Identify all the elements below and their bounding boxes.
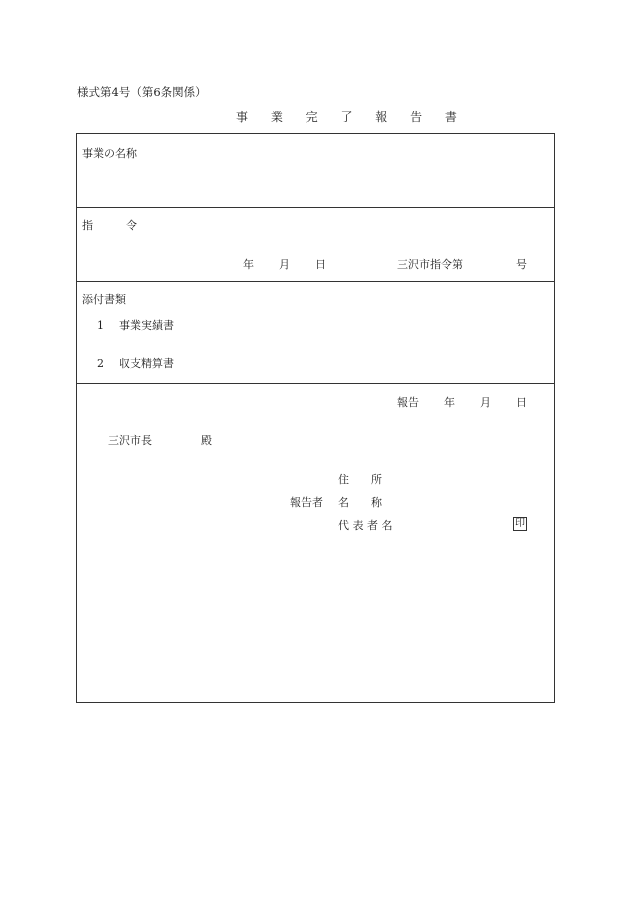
report-day-label: 日 xyxy=(516,396,527,409)
attachment-item-number: 2 xyxy=(97,357,104,370)
reporter-label: 報告者 xyxy=(290,496,323,509)
divider-project xyxy=(76,207,555,208)
report-label: 報告 xyxy=(397,396,419,409)
document-title: 事 業 完 了 報 告 書 xyxy=(236,110,467,124)
honorific: 殿 xyxy=(201,434,212,447)
divider-directive xyxy=(76,281,555,282)
directive-month-label: 月 xyxy=(279,258,290,271)
form-number: 様式第4号（第6条関係） xyxy=(77,85,207,99)
project-name-label: 事業の名称 xyxy=(82,147,137,160)
name-label: 名 称 xyxy=(338,496,382,509)
attachment-item-number: 1 xyxy=(97,319,104,332)
directive-day-label: 日 xyxy=(315,258,326,271)
report-month-label: 月 xyxy=(480,396,491,409)
directive-number-suffix: 号 xyxy=(516,258,527,271)
form-frame xyxy=(76,133,555,703)
directive-number-prefix: 三沢市指令第 xyxy=(397,258,463,271)
report-year-label: 年 xyxy=(444,396,455,409)
address-label: 住 所 xyxy=(338,473,382,486)
attachment-item-text: 事業実績書 xyxy=(119,319,174,332)
addressee: 三沢市長 xyxy=(108,434,152,447)
attachments-label: 添付書類 xyxy=(82,293,126,306)
directive-year-label: 年 xyxy=(243,258,254,271)
representative-label: 代 表 者 名 xyxy=(338,519,393,532)
attachment-item-text: 収支精算書 xyxy=(119,357,174,370)
divider-attachments xyxy=(76,383,555,384)
seal-mark: 印 xyxy=(515,518,525,529)
directive-label: 指 令 xyxy=(82,219,137,232)
